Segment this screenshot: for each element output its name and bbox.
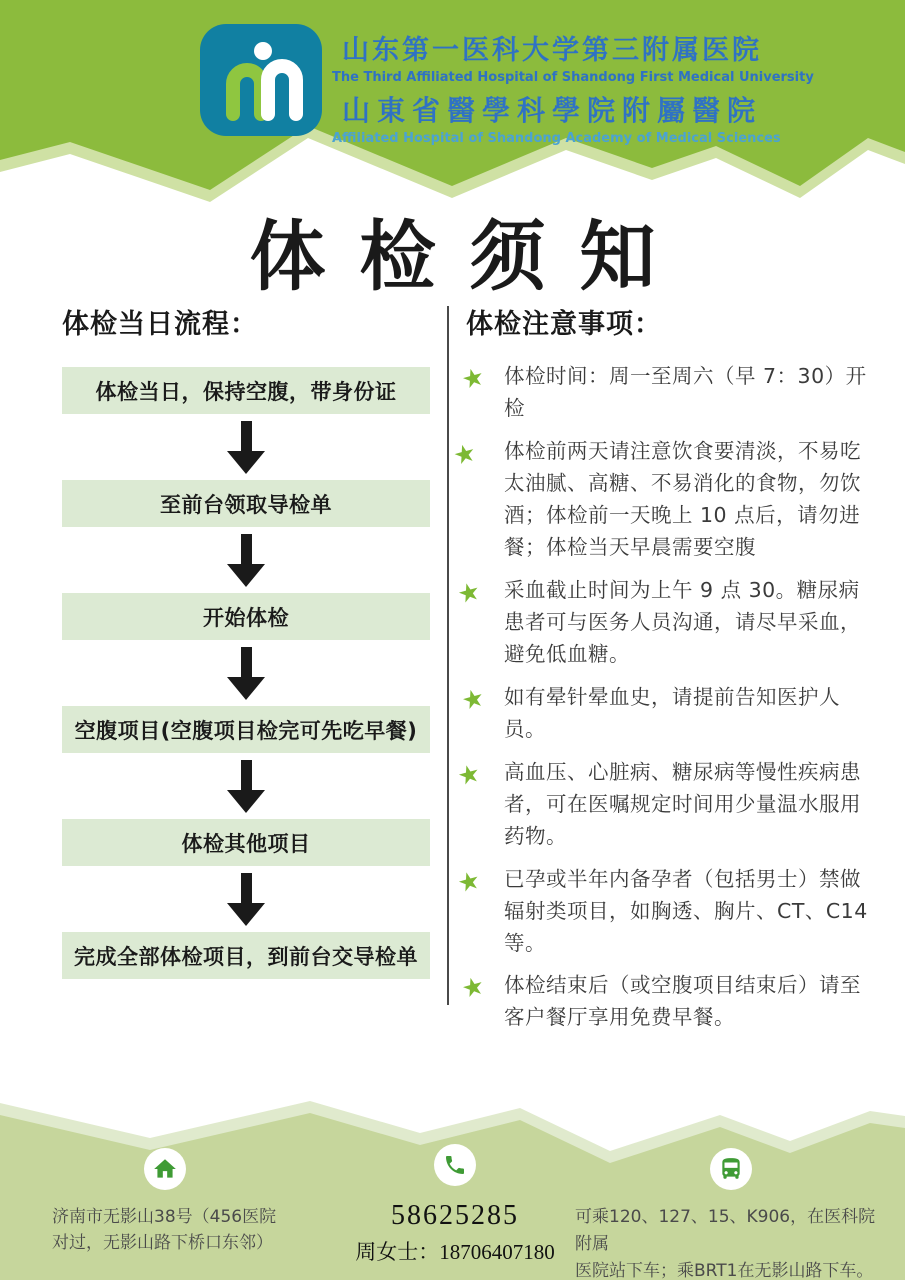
note-text: 体检时间：周一至周六（早 7：30）开检 <box>504 364 867 420</box>
column-divider <box>447 306 449 1005</box>
footer-bus-block <box>575 1148 887 1286</box>
note-text: 体检结束后（或空腹项目结束后）请至客户餐厅享用免费早餐。 <box>504 973 861 1030</box>
bus-line: 医院站下车；乘BRT1在无影山路下车。 <box>575 1261 874 1282</box>
down-arrow-icon <box>62 527 430 593</box>
star-icon: ★ <box>458 970 488 1005</box>
hospital-logo-icon <box>200 24 322 136</box>
hospital-name-cn: 山东第一医科大学第三附属医院 <box>342 35 762 66</box>
note-item <box>458 361 870 425</box>
flow-heading: 体检当日流程： <box>62 309 258 340</box>
content-area <box>62 302 872 1045</box>
phone-icon <box>434 1144 476 1186</box>
flow-step: 开始体检 <box>62 593 430 640</box>
down-arrow-icon <box>62 866 430 932</box>
home-icon <box>144 1148 186 1190</box>
phone-number: 58625285 <box>391 1200 519 1231</box>
flow-step: 至前台领取导检单 <box>62 480 430 527</box>
note-item <box>450 436 870 564</box>
hospital-name-en: The Third Affiliated Hospital of Shandong First Medical University <box>332 70 814 85</box>
star-icon: ★ <box>458 681 488 716</box>
star-icon: ★ <box>458 361 488 396</box>
star-icon: ★ <box>454 864 484 899</box>
address-line: 对过，无影山路下桥口东邻） <box>52 1233 273 1254</box>
hospital-name-traditional-cn: 山東省醫學科學院附屬醫院 <box>341 94 762 127</box>
phone-contact: 周女士：18706407180 <box>355 1240 555 1264</box>
note-text: 已孕或半年内备孕者（包括男士）禁做辐射类项目，如胸透、胸片、CT、C14等。 <box>504 866 868 955</box>
notes-heading: 体检注意事项： <box>466 309 662 340</box>
note-item <box>458 970 870 1034</box>
note-text: 高血压、心脏病、糖尿病等慢性疾病患者，可在医嘱规定时间用少量温水服用药物。 <box>504 759 861 848</box>
footer-address-block <box>30 1148 300 1257</box>
footer-phone-block <box>330 1144 580 1266</box>
page-title: 体检须知 <box>249 212 690 301</box>
star-icon: ★ <box>454 575 484 610</box>
bus-icon <box>710 1148 752 1190</box>
bus-line: 可乘120、127、15、K906，在医科院附属 <box>575 1207 876 1255</box>
down-arrow-icon <box>62 414 430 480</box>
exam-notes-section <box>450 302 870 1045</box>
note-item <box>454 575 870 671</box>
note-text: 如有晕针晕血史，请提前告知医护人员。 <box>504 684 840 741</box>
down-arrow-icon <box>62 753 430 819</box>
note-text: 体检前两天请注意饮食要清淡，不易吃太油腻、高糖、不易消化的食物，勿饮酒；体检前一天晚上 10 点后，请勿进餐；体检当天早晨需要空腹 <box>504 438 861 559</box>
star-icon: ★ <box>450 437 480 472</box>
note-item <box>458 681 870 746</box>
flow-step: 完成全部体检项目，到前台交导检单 <box>62 932 430 979</box>
flow-step: 体检其他项目 <box>62 819 430 866</box>
flow-step: 体检当日，保持空腹，带身份证 <box>62 367 430 414</box>
hospital-brand-block <box>332 28 814 146</box>
address-line: 济南市无影山38号（456医院 <box>52 1207 277 1227</box>
down-arrow-icon <box>62 640 430 706</box>
star-icon: ★ <box>454 757 484 792</box>
note-item <box>454 757 870 853</box>
note-text: 采血截止时间为上午 9 点 30。糖尿病患者可与医务人员沟通，请尽早采血，避免低血糖。 <box>504 577 861 666</box>
note-item <box>454 864 870 960</box>
flow-step: 空腹项目(空腹项目检完可先吃早餐) <box>62 706 430 753</box>
exam-day-flow-section <box>62 302 430 1045</box>
hospital-name-en2: Affiliated Hospital of Shandong Academy of Medical Sciences <box>332 131 781 146</box>
